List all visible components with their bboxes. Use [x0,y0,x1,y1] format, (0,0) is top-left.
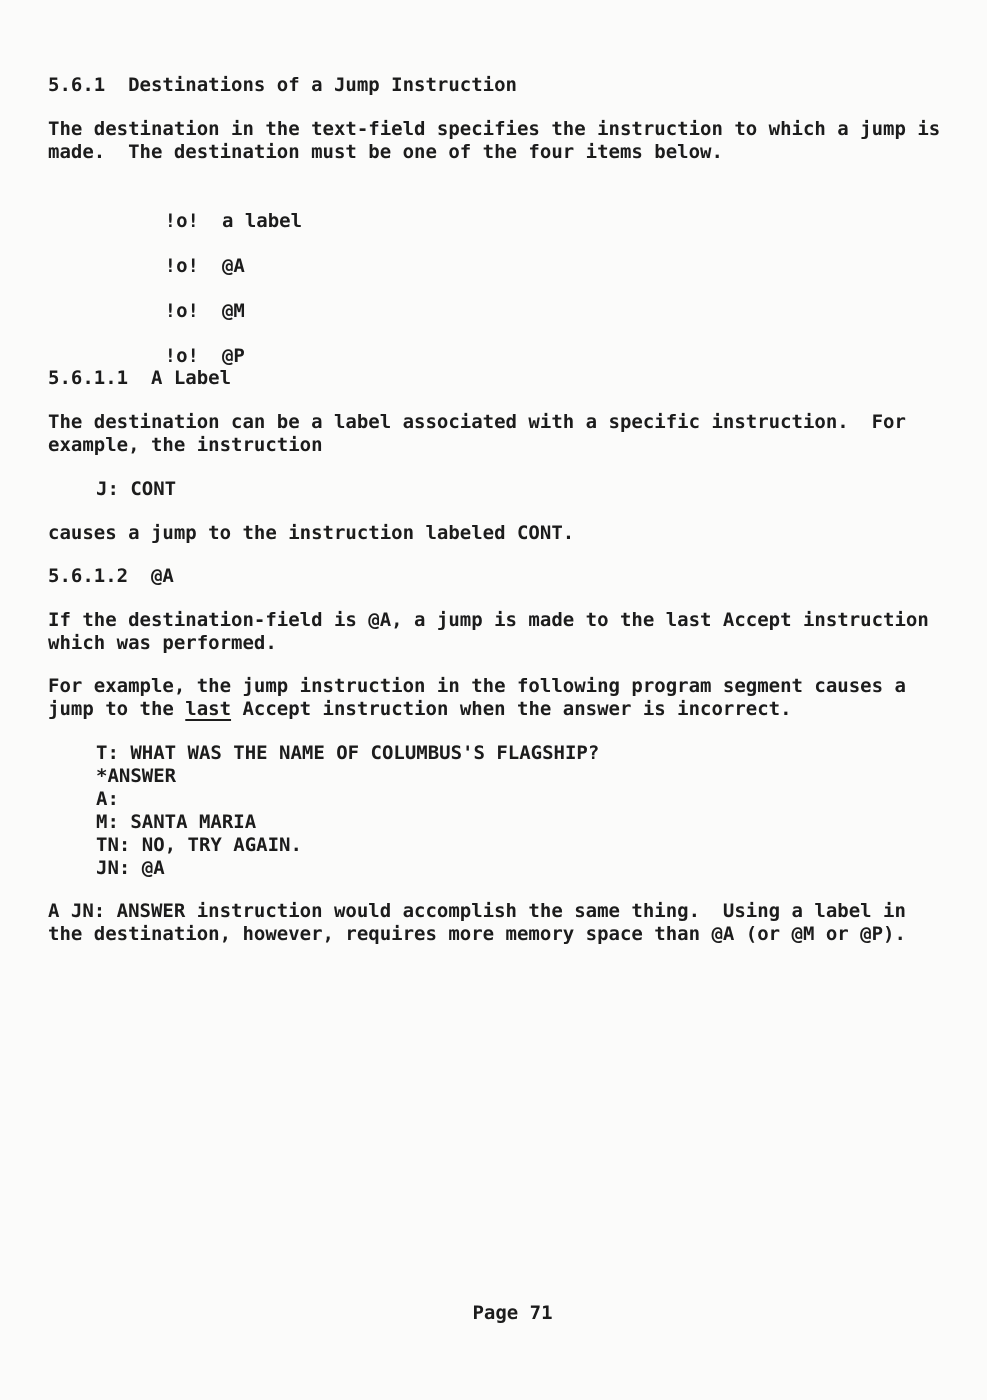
underlined-word: last [185,698,232,720]
paragraph-example-intro [48,675,947,721]
section-heading-5611: 5.6.1.1 A Label [48,367,232,389]
code-line-jump-cont: J: CONT [96,478,177,500]
body-line [48,698,947,721]
bullet-icon: !o! [164,345,199,367]
body-text: Accept instruction when the answer is incorrect. [231,698,792,720]
body-line: The destination can be a label associated with a specific instruction. For [48,411,906,433]
list-item [96,187,947,232]
bullet-label: a label [221,210,303,232]
code-line: TN: NO, TRY AGAIN. [96,834,302,856]
section-heading-561: 5.6.1 Destinations of a Jump Instruction [48,74,517,96]
bullet-icon: !o! [164,300,199,322]
paragraph-closing [48,900,947,946]
body-line: causes a jump to the instruction labeled CONT. [48,522,575,544]
list-item [96,322,947,367]
page-number: Page 71 [472,1302,553,1324]
bullet-label: @M [221,300,245,322]
body-line: If the destination-field is @A, a jump is made to the last Accept instruction [48,609,929,631]
body-line: The destination in the text-field specifies the instruction to which a jump is [48,118,941,140]
paragraph-intro [48,118,947,164]
body-line: made. The destination must be one of the four items below. [48,141,723,163]
bullet-icon: !o! [164,210,199,232]
body-line: For example, the jump instruction in the following program segment causes a [48,675,906,697]
list-item [96,232,947,277]
section-heading-5612: 5.6.1.2 @A [48,565,174,587]
bullet-icon: !o! [164,255,199,277]
body-text: jump to the [48,698,186,720]
program-segment-code-block [96,742,947,880]
body-line: which was performed. [48,632,277,654]
bullet-label: @P [221,345,245,367]
paragraph-label-desc [48,411,947,457]
code-line: JN: @A [96,857,165,879]
list-item [96,277,947,322]
bullet-label: @A [221,255,245,277]
body-line: A JN: ANSWER instruction would accomplish the same thing. Using a label in [48,900,906,922]
code-line: *ANSWER [96,765,177,787]
code-line: A: [96,788,119,810]
code-line: M: SANTA MARIA [96,811,257,833]
body-line: the destination, however, requires more memory space than @A (or @M or @P). [48,923,906,945]
destination-bullet-list [96,187,947,367]
body-line: example, the instruction [48,434,323,456]
code-line: T: WHAT WAS THE NAME OF COLUMBUS'S FLAGSHIP? [96,742,600,764]
paragraph-at-a-desc [48,609,947,655]
